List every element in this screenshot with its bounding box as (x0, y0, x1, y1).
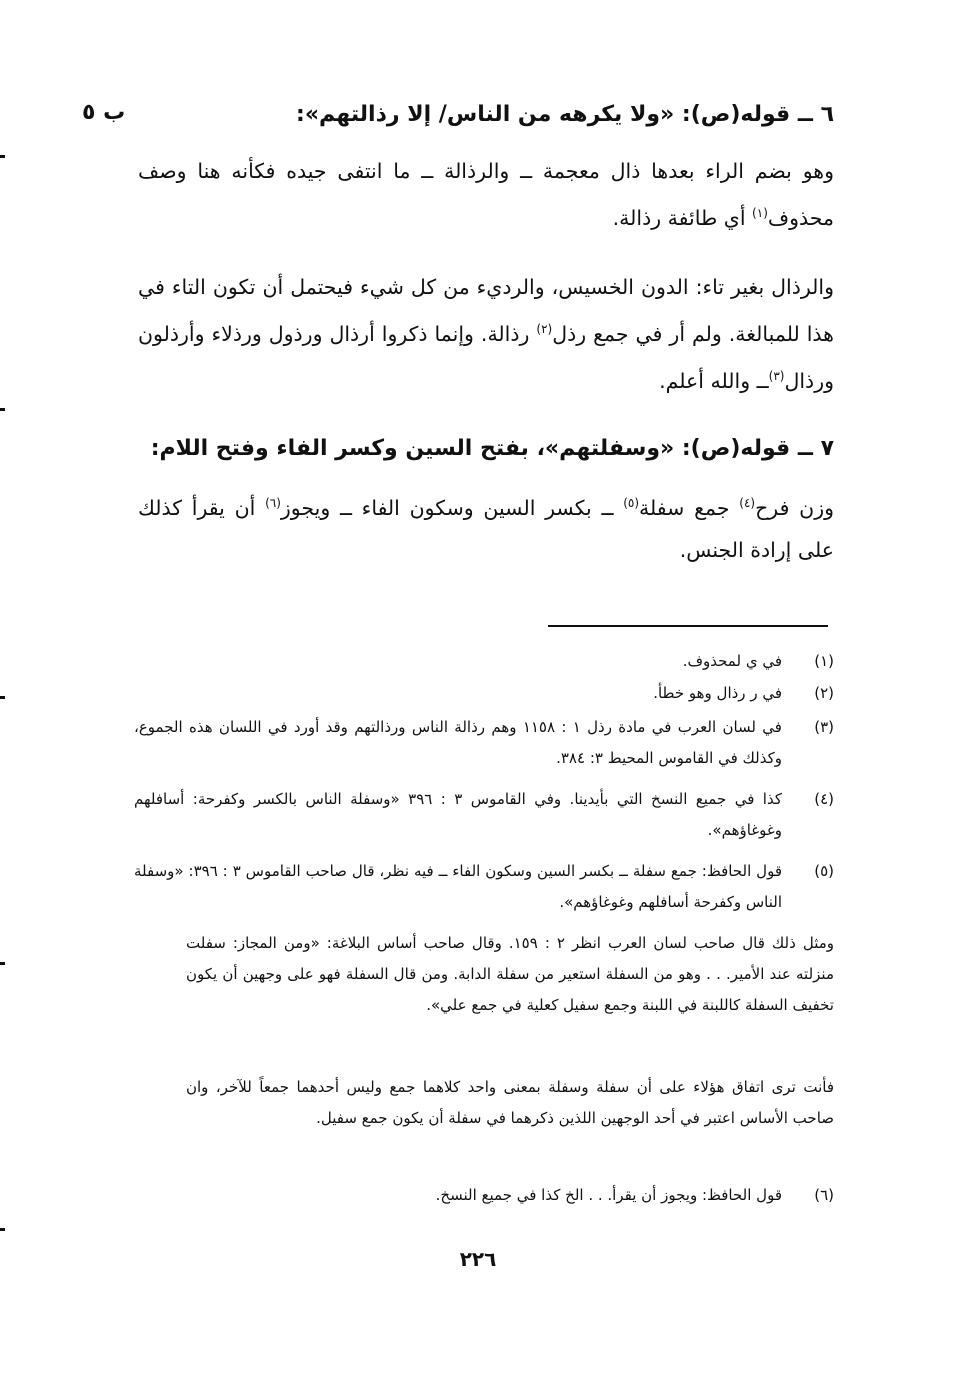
footnote-text: في ر رذال وهو خطأ. (653, 684, 782, 702)
footnote-4 (134, 784, 834, 846)
footnote-number: (١) (814, 652, 834, 670)
footnote-5-continuation-2: فأنت ترى اتفاق هؤلاء على أن سفلة وسفلة بمعنى واحد كلاهما جمع وليس أحدهما جمعاً للآخر، وان صاحب الأساس اعتبر في أحد الوجهين اللذين ذكرهما في سفلة أن يكون جمع سفيل. (186, 1078, 834, 1127)
footnote-number: (٢) (814, 684, 834, 702)
footnote-5 (134, 856, 834, 918)
footnote-text: كذا في جميع النسخ التي بأيدينا. وفي القاموس ٣ : ٣٩٦ «وسفلة الناس بالكسر وكفرحة: أسافلهم وغوغاؤهم». (134, 790, 782, 839)
footnote-ref-6[interactable]: (٦) (265, 496, 281, 510)
page-number: ٢٢٦ (459, 1247, 497, 1271)
scan-edge-mark (0, 962, 5, 965)
paragraph-text: أي طائفة رذالة. (612, 205, 753, 230)
footnote-ref-2[interactable]: (٢) (536, 322, 553, 336)
paragraph-text: جمع سفلة (639, 495, 740, 520)
paragraph-text: ــ بكسر السين وسكون الفاء ــ ويجوز (280, 495, 624, 520)
footnote-3 (134, 712, 834, 774)
paragraph-text: والرذال بغير تاء: الدون الخسيس، والرديء من كل شيء فيحتمل أن تكون التاء في هذا للمبالغة. ولم أر في جمع رذل (138, 275, 834, 346)
paragraph-text: وزن فرح (755, 495, 834, 520)
footnote-number: (٤) (814, 790, 834, 808)
section-7-paragraph-1 (138, 482, 834, 571)
footnote-6 (134, 1180, 834, 1211)
paragraph-text: ــ والله أعلم. (659, 368, 769, 393)
section-7-heading: ٧ ــ قوله(ص): «وسفلتهم»، بفتح السين وكسر الفاء وفتح اللام: (150, 436, 834, 461)
section-6-paragraph-1 (138, 150, 834, 239)
footnote-text: في لسان العرب في مادة رذل ١ : ١١٥٨ وهم رذالة الناس ورذالتهم وقد أورد في اللسان هذه الجموع، وكذلك في القاموس المحيط ٣: ٣٨٤. (134, 718, 782, 767)
section-6-paragraph-2 (138, 266, 834, 402)
paragraph-text: وهو بضم الراء بعدها ذال معجمة ــ والرذالة ــ ما انتفى جيده فكأنه هنا وصف محذوف (138, 159, 834, 230)
footnote-separator (548, 625, 828, 627)
footnote-number: (٦) (814, 1186, 834, 1204)
paragraph-text: أن يقرأ كذلك على إرادة الجنس. (138, 495, 834, 562)
scan-edge-mark (0, 408, 5, 411)
scan-edge-mark (0, 155, 5, 158)
footnote-number: (٣) (814, 718, 834, 736)
footnote-ref-3[interactable]: (٣) (768, 368, 785, 383)
footnote-ref-5[interactable]: (٥) (623, 496, 640, 510)
scan-edge-mark (0, 1228, 5, 1231)
footnote-5-continuation-1: ومثل ذلك قال صاحب لسان العرب انظر ٢ : ١٥٩. وقال صاحب أساس البلاغة: «ومن المجاز: سفلت منزلته عند الأمير. . . وهو من السفلة استعير من سفلة الدابة. ومن قال السفلة فهو على وجهين أن يكون تخفيف السفلة كاللبنة في اللبنة وجمع سفيل كعلية في جمع علي». (186, 934, 834, 1014)
manuscript-folio-marker: ب ٥ (82, 100, 126, 125)
footnote-number: (٥) (814, 862, 834, 880)
footnote-2 (134, 678, 834, 709)
section-6-heading: ٦ ــ قوله(ص): «ولا يكرهه من الناس/ إلا رذالتهم»: (296, 102, 834, 127)
footnote-ref-1[interactable]: (١) (752, 206, 768, 220)
footnote-ref-4[interactable]: (٤) (739, 496, 756, 510)
footnote-1 (134, 646, 834, 677)
footnote-text: قول الحافظ: ويجوز أن يقرأ. . . الخ كذا في جميع النسخ. (435, 1186, 782, 1204)
footnote-text: قول الحافظ: جمع سفلة ــ بكسر السين وسكون الفاء ــ فيه نظر، قال صاحب القاموس ٣ : ٣٩٦: «وسفلة الناس وكفرحة أسافلهم وغوغاؤهم». (134, 862, 782, 911)
scan-edge-mark (0, 696, 5, 699)
footnote-text: في ي لمحذوف. (682, 652, 782, 670)
paragraph-text: رذالة. وإنما ذكروا أرذال ورذول ورذلاء وأرذلون ورذال (138, 321, 834, 393)
